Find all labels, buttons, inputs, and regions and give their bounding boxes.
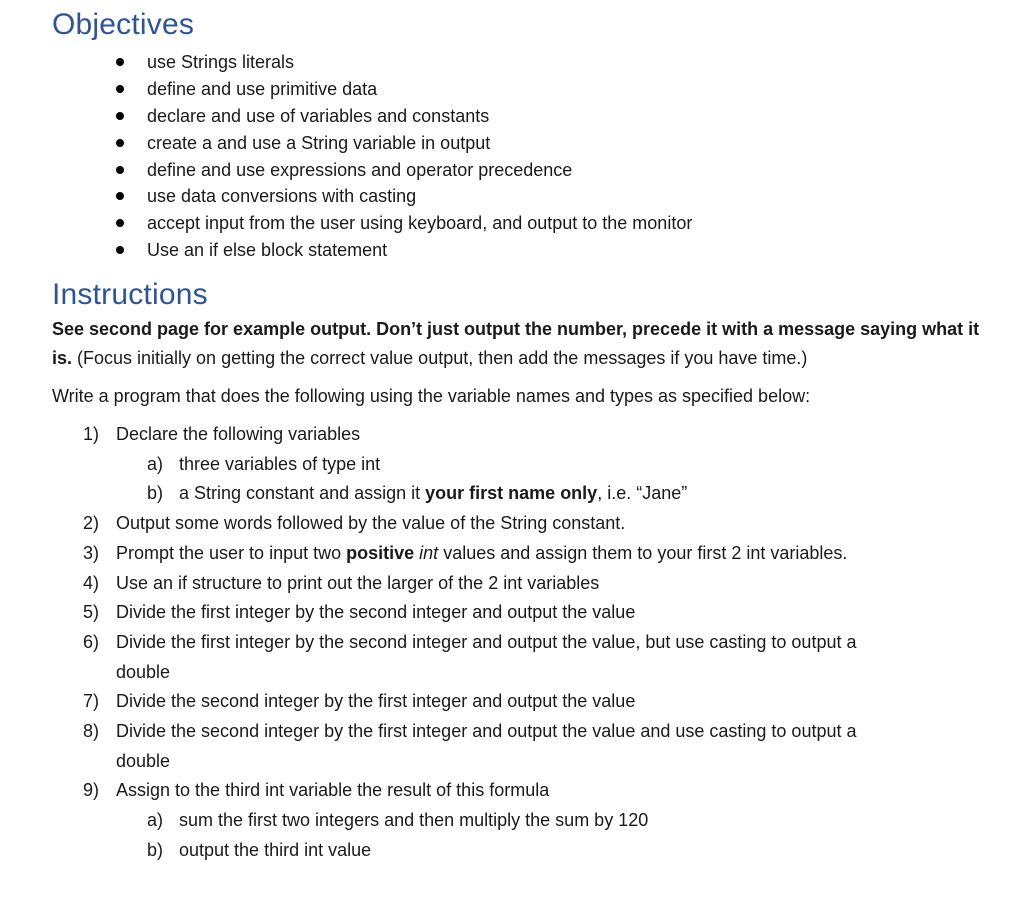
instructions-heading: Instructions bbox=[52, 278, 208, 311]
step-number: 9) bbox=[83, 780, 100, 801]
objective-text: accept input from the user using keyboard, and output to the monitor bbox=[147, 213, 693, 234]
objectives-list bbox=[0, 49, 692, 264]
step-text-line-1: Divide the second integer by the first integer and output the value and use casting to output a bbox=[116, 721, 857, 742]
step-text: Output some words followed by the value of the String constant. bbox=[116, 513, 626, 534]
intro-text: (Focus initially on getting the correct value output, then add the messages if you have time.) bbox=[72, 348, 808, 368]
step-text-part: Prompt the user to input two bbox=[116, 542, 347, 563]
step-text-part: , i.e. “Jane” bbox=[597, 483, 688, 504]
objective-text: use Strings literals bbox=[147, 52, 295, 72]
list-item bbox=[0, 237, 692, 264]
step-9a bbox=[0, 806, 857, 836]
step-text-italic: int bbox=[419, 542, 439, 563]
step-text-part: a String constant and assign it bbox=[179, 483, 426, 504]
step-number: 5) bbox=[83, 602, 100, 623]
bullet-icon bbox=[116, 166, 124, 174]
step-1 bbox=[0, 420, 857, 450]
step-1a bbox=[0, 450, 857, 480]
list-item bbox=[0, 183, 692, 210]
steps-list bbox=[0, 420, 857, 866]
step-number: 3) bbox=[83, 542, 100, 563]
bullet-icon bbox=[116, 246, 124, 254]
step-text: output the third int value bbox=[179, 839, 372, 860]
step-number: 6) bbox=[83, 631, 100, 652]
step-text-line-2: double bbox=[116, 661, 171, 682]
step-number: b) bbox=[147, 483, 164, 504]
list-item bbox=[0, 76, 692, 103]
step-text: Declare the following variables bbox=[116, 424, 361, 444]
objective-text: Use an if else block statement bbox=[147, 240, 388, 261]
step-3 bbox=[0, 539, 857, 569]
objective-text: declare and use of variables and constants bbox=[147, 105, 490, 126]
bullet-icon bbox=[116, 192, 124, 200]
step-8 bbox=[0, 717, 857, 776]
step-number: 2) bbox=[83, 513, 100, 534]
step-7 bbox=[0, 687, 857, 717]
step-text: sum the first two integers and then multiply the sum by 120 bbox=[179, 810, 649, 831]
step-text: Divide the first integer by the second integer and output the value bbox=[116, 602, 636, 623]
step-text-line-2: double bbox=[116, 750, 171, 771]
step-text: Assign to the third int variable the result of this formula bbox=[116, 780, 550, 801]
intro-bold-text: See second page for example output. Don’t just output the number, precede it with a message saying what it is. bbox=[52, 319, 980, 368]
step-5 bbox=[0, 598, 857, 628]
step-9 bbox=[0, 776, 857, 806]
step-text: three variables of type int bbox=[179, 453, 381, 474]
step-text-bold: your first name only bbox=[425, 483, 598, 504]
list-item bbox=[0, 49, 692, 76]
step-number: b) bbox=[147, 839, 164, 860]
step-text bbox=[0, 539, 857, 569]
step-4 bbox=[0, 569, 857, 599]
objectives-heading: Objectives bbox=[52, 8, 195, 41]
step-number: a) bbox=[147, 453, 164, 474]
bullet-icon bbox=[116, 85, 124, 93]
step-text-part: values and assign them to your first 2 int variables. bbox=[438, 542, 848, 563]
write-program-line: Write a program that does the following using the variable names and types as specified below: bbox=[52, 386, 811, 406]
step-2 bbox=[0, 509, 857, 539]
step-number: 7) bbox=[83, 691, 100, 712]
objective-text: define and use primitive data bbox=[147, 78, 378, 99]
list-item bbox=[0, 130, 692, 157]
list-item bbox=[0, 157, 692, 184]
list-item bbox=[0, 210, 692, 237]
list-item bbox=[0, 103, 692, 130]
step-9b bbox=[0, 836, 857, 866]
step-text-line-1: Divide the first integer by the second integer and output the value, but use casting to output a bbox=[116, 631, 857, 652]
step-1b bbox=[0, 479, 857, 509]
step-number: a) bbox=[147, 810, 164, 831]
step-text bbox=[0, 479, 857, 509]
step-number: 1) bbox=[83, 424, 100, 444]
step-number: 8) bbox=[83, 721, 100, 742]
step-text: Use an if structure to print out the larger of the 2 int variables bbox=[116, 572, 600, 593]
bullet-icon bbox=[116, 219, 124, 227]
step-text: Divide the second integer by the first integer and output the value bbox=[116, 691, 636, 712]
step-number: 4) bbox=[83, 572, 100, 593]
step-6 bbox=[0, 628, 857, 687]
objective-text: use data conversions with casting bbox=[147, 186, 417, 207]
step-text-bold: positive bbox=[346, 542, 415, 563]
objective-text: create a and use a String variable in output bbox=[147, 132, 491, 153]
instructions-intro bbox=[52, 315, 992, 373]
bullet-icon bbox=[116, 112, 124, 120]
objective-text: define and use expressions and operator precedence bbox=[147, 159, 573, 180]
bullet-icon bbox=[116, 58, 124, 66]
bullet-icon bbox=[116, 139, 124, 147]
